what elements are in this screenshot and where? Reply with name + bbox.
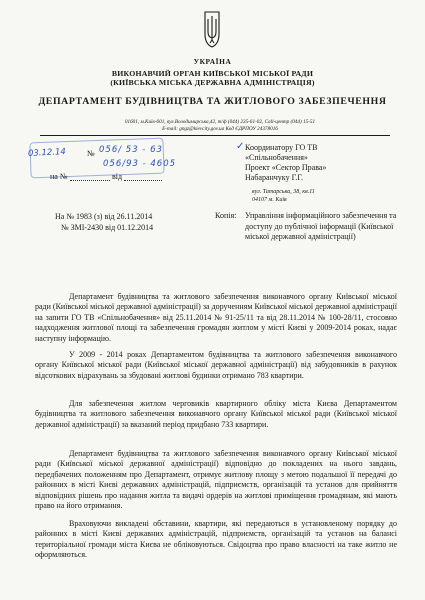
org-name-line2: (КИЇВСЬКА МІСЬКА ДЕРЖАВНА АДМІНІСТРАЦІЯ): [110, 78, 315, 87]
body-paragraph-1: Департамент будівництва та житлового забезпечення виконавчого органу Київської міської ради (Київської міської державної адміністрації) за дорученням Київської міської державної адміністрації на запити ГО ТВ «Спільнобачення» від 25.11.2014 № 91-25/11 та від 28.11.2014 № 100-28/11, стосовно надходження житлової площі та забезпечення громадян житлом у місті Києві у 2009-2014 роках, надає наступну інформацію.: [35, 292, 397, 343]
addressee-street: вул. Татарська, 38, кв.11: [252, 189, 315, 195]
org-name-line1: ВИКОНАВЧИЙ ОРГАН КИЇВСЬКОЇ МІСЬКОЇ РАДИ: [111, 69, 314, 78]
reply-to-label: на №: [50, 172, 68, 181]
number-symbol: №: [87, 149, 95, 158]
body-paragraph-5: Враховуючи викладені обставини, квартири, які передаються в установленому порядку до районних в місті Києві державних адміністрацій, підприємств, організацій та установ на балансі територіальної громади міста Києва не обліковуються. Свідоцтва про право власності на таке житло не оформляються.: [35, 519, 397, 560]
body-paragraph-4: Департамент будівництва та житлового забезпечення виконавчого органу Київської міської ради (Київської міської державної адміністрації) відповідно до покладених на нього завдань, передбачених положенням про Департамент, отримує житлову площу з метою подальшої її передачі до районних в місті Києві державних адміністрацій, підприємств, організацій та установ для прийняття відповідних рішень про надання житла та видачі ордерів на житлові приміщення громадянам, які мають право на його отримання.: [35, 449, 397, 511]
org-address: 01601, м.Київ-601, вул.Володимирська,42, т/ф (044) 235-61-02, Call-центр (044) 15-51: [124, 119, 316, 125]
country-heading: УКРАЇНА: [193, 57, 232, 66]
addressee-line: Координатору ГО ТВ: [245, 143, 318, 152]
reference-2: № ЗМІ-2430 від 01.12.2014: [61, 223, 154, 232]
date-label: від: [112, 172, 123, 181]
copy-label: Копія:: [215, 211, 237, 220]
body-paragraph-3: Для забезпечення житлом черговиків квартирного обліку міста Києва Департаментом будівництва та житлового забезпечення виконавчого органу Київської міської ради (Київської міської державної адміністрації) за вказаний період придбано 733 квартири.: [35, 399, 397, 429]
check-mark-icon: ✓: [236, 141, 245, 152]
handwritten-reg-number-1: 056/ 53 - 63: [99, 145, 163, 155]
org-email: E-mail: gngz@kievcity.gov.ua Код ЄДРПОУ 24378016: [162, 126, 278, 132]
addressee-block: [245, 143, 326, 183]
header-divider: [40, 135, 390, 136]
department-title: ДЕПАРТАМЕНТ БУДІВНИЦТВА ТА ЖИТЛОВОГО ЗАБЕЗПЕЧЕННЯ: [38, 96, 387, 107]
addressee-line: «Спільнобачення»: [245, 153, 308, 162]
reply-to-blank: [70, 180, 110, 181]
copy-recipient: Управління інформаційного забезпечення та доступу до публічної інформації (Київської міської державної адміністрації): [245, 211, 397, 242]
reference-1: На № 1983 (з) від 26.11.2014: [55, 212, 153, 221]
date-blank: [124, 180, 162, 181]
trident-emblem-icon: [203, 10, 221, 48]
body-paragraph-2: У 2009 - 2014 роках Департаментом будівництва та житлового забезпечення виконавчого органу Київської міської ради (Київської міської державної адміністрації) від забудовників в рахунок відсоткових відрахувань за збудовані житлові будинки отримано 783 квартири.: [35, 350, 397, 380]
addressee-line: Набаранчуку Г.Г.: [245, 173, 304, 182]
addressee-line: Проект «Сектор Права»: [245, 163, 327, 172]
handwritten-date: 03.12.14: [27, 147, 67, 159]
handwritten-reg-number-2: 056/93 - 4605: [103, 159, 177, 169]
addressee-zip: 04107 м. Київ: [252, 197, 287, 203]
